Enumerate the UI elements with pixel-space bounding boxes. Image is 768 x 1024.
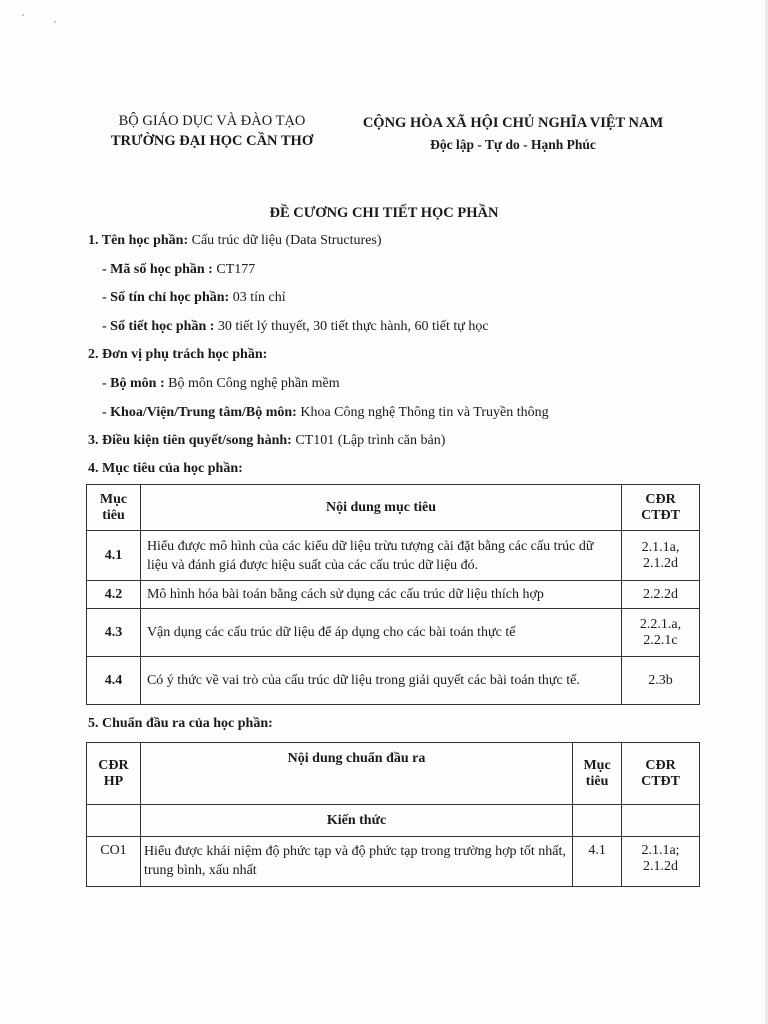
table-header-row [87, 743, 700, 805]
outcome-cdr: 2.1.1a; 2.1.2d [622, 837, 700, 887]
table-row [87, 609, 700, 657]
section3-heading: 3. Điều kiện tiên quyết/song hành: CT101 (Lập trình căn bản) [88, 433, 446, 448]
course-code: - Mã số học phần : CT177 [102, 262, 256, 277]
col-header-cdr-hp: CĐR HP [87, 743, 141, 805]
col-header-cdr-ctdt: CĐR CTĐT [622, 743, 700, 805]
goal-cdr: 2.3b [622, 657, 700, 705]
goal-id: 4.3 [87, 609, 141, 657]
goal-content: Có ý thức về vai trò của cấu trúc dữ liệu trong giải quyết các bài toán thực tế. [140, 657, 621, 705]
table-row [87, 837, 700, 887]
scan-speck [22, 14, 24, 16]
table-row [87, 581, 700, 609]
faculty: - Khoa/Viện/Trung tâm/Bộ môn: Khoa Công nghệ Thông tin và Truyền thông [102, 405, 549, 420]
table-row [87, 657, 700, 705]
table-row [87, 531, 700, 581]
col-header-goal: Mục tiêu [87, 485, 141, 531]
ministry-name: BỘ GIÁO DỤC VÀ ĐÀO TẠO [118, 113, 306, 129]
goal-cdr: 2.2.1.a, 2.2.1c [622, 609, 700, 657]
section1-heading: 1. Tên học phần: Cấu trúc dữ liệu (Data Structures) [88, 233, 382, 248]
document-title: ĐỀ CƯƠNG CHI TIẾT HỌC PHẦN [269, 205, 499, 221]
goal-content: Hiểu được mô hình của các kiểu dữ liệu trừu tượng cài đặt bằng các cấu trúc dữ liệu và đánh giá được hiệu suất của các cấu trúc dữ liệu đó. [140, 531, 621, 581]
group-label: Kiến thức [140, 805, 572, 837]
department: - Bộ môn : Bộ môn Công nghệ phần mềm [102, 376, 340, 391]
section5-heading: 5. Chuẩn đầu ra của học phần: [88, 716, 273, 731]
country-name: CỘNG HÒA XÃ HỘI CHỦ NGHĨA VIỆT NAM [362, 115, 664, 131]
goal-id: 4.2 [87, 581, 141, 609]
national-motto: Độc lập - Tự do - Hạnh Phúc [430, 137, 596, 152]
objectives-table [86, 484, 700, 705]
goal-content: Vận dụng các cấu trúc dữ liệu để áp dụng cho các bài toán thực tế [140, 609, 621, 657]
col-header-outcome: Nội dung chuẩn đầu ra [140, 743, 572, 805]
scan-speck [54, 21, 56, 23]
col-header-goal: Mục tiêu [573, 743, 622, 805]
outcome-goal: 4.1 [573, 837, 622, 887]
col-header-cdr: CĐR CTĐT [622, 485, 700, 531]
goal-content: Mô hình hóa bài toán bằng cách sử dụng các cấu trúc dữ liệu thích hợp [140, 581, 621, 609]
outcome-id: CO1 [87, 837, 141, 887]
course-credits: - Số tín chỉ học phần: 03 tín chỉ [102, 290, 286, 305]
header-right [336, 113, 690, 155]
goal-cdr: 2.1.1a, 2.1.2d [622, 531, 700, 581]
section2-heading: 2. Đơn vị phụ trách học phần: [88, 347, 268, 362]
course-periods: - Số tiết học phần : 30 tiết lý thuyết, 30 tiết thực hành, 60 tiết tự học [102, 319, 489, 334]
group-row [87, 805, 700, 837]
university-name: TRƯỜNG ĐẠI HỌC CẦN THƠ [110, 133, 314, 149]
outcomes-table [86, 742, 700, 887]
goal-id: 4.4 [87, 657, 141, 705]
section4-heading: 4. Mục tiêu của học phần: [88, 461, 243, 476]
col-header-content: Nội dung mục tiêu [140, 485, 621, 531]
group-spacer [87, 805, 141, 837]
header-left [88, 111, 336, 151]
group-spacer [573, 805, 622, 837]
outcome-content: Hiểu được khái niệm độ phức tạp và độ phức tạp trong trường hợp tốt nhất, trung bình, xấu nhất [140, 837, 572, 887]
goal-cdr: 2.2.2d [622, 581, 700, 609]
group-spacer [622, 805, 700, 837]
goal-id: 4.1 [87, 531, 141, 581]
table-header-row [87, 485, 700, 531]
